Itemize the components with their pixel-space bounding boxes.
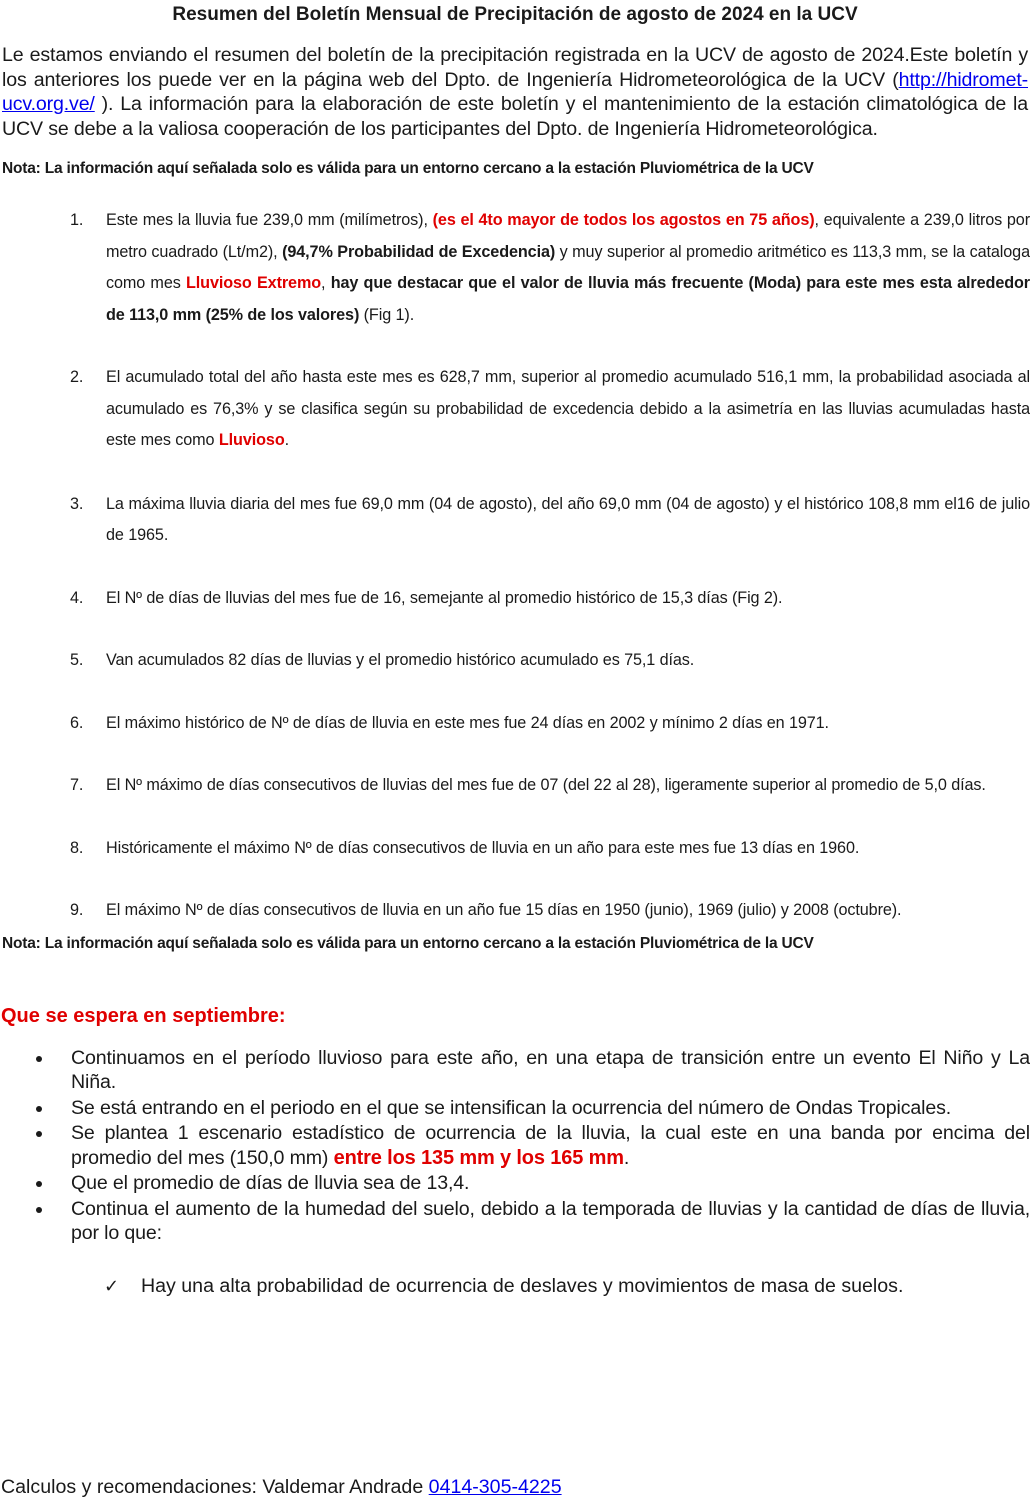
- intro-text-after-link: ). La información para la elaboración de este boletín y el mantenimiento de la estación climatológica de la UCV se debe a la valiosa cooperación de los participantes del Dpto. de Ingeniería Hidrometeorológica.: [2, 93, 1028, 140]
- validity-note: Nota: La información aquí señalada solo es válida para un entorno cercano a la estación Pluviométrica de la UCV: [2, 934, 814, 952]
- check-list-item: [0, 1274, 1030, 1299]
- list-item: [0, 362, 1030, 457]
- item-number: 9.: [70, 901, 84, 919]
- list-item: [0, 1171, 1030, 1196]
- item-text: Este mes la lluvia fue 239,0 mm (milímetros),: [106, 211, 433, 229]
- list-item: [0, 1046, 1030, 1095]
- list-item: [0, 1096, 1030, 1121]
- rain-range-highlight: entre los 135 mm y los 165 mm: [333, 1146, 624, 1169]
- bullet-text: Se plantea 1 escenario estadístico de ocurrencia de la lluvia, la cual este en una banda por encima del promedio del mes (150,0 mm): [71, 1122, 1030, 1169]
- september-bullet-list: [0, 1046, 1030, 1246]
- bullet-dot-icon: [36, 1131, 42, 1137]
- bullet-dot-icon: [36, 1056, 42, 1062]
- list-item: [0, 833, 1030, 865]
- item-number: 7.: [70, 776, 84, 794]
- list-item: [0, 708, 1030, 740]
- list-item: [0, 770, 1030, 802]
- item-text: , equivalente a 239,0 litros por metro cuadrado (Lt/m2),: [106, 211, 1030, 261]
- item-number: 3.: [70, 494, 84, 513]
- bullet-dot-icon: [36, 1181, 42, 1187]
- intro-paragraph: [2, 43, 1028, 141]
- item-number: 8.: [70, 838, 84, 857]
- category-badge: Lluvioso: [218, 431, 285, 449]
- website-link[interactable]: http://hidromet-ucv.org.ve/: [2, 68, 1028, 115]
- item-text: Históricamente el máximo Nº de días consecutivos de lluvia en un año para este mes fue 13 días en 1960.: [106, 838, 860, 857]
- item-text: (Fig 1).: [359, 305, 415, 324]
- check-item-text: Hay una alta probabilidad de ocurrencia de deslaves y movimientos de masa de suelos.: [141, 1274, 904, 1297]
- bullet-text: Continua el aumento de la humedad del suelo, debido a la temporada de lluvias y la cantidad de días de lluvia, por lo que:: [71, 1197, 1030, 1244]
- highlight-mode: hay que destacar que el valor de lluvia más frecuente (Moda) para este mes esta alrededor de 113,0 mm (25% de los valores): [106, 274, 1030, 324]
- bullet-dot-icon: [36, 1106, 42, 1112]
- item-number: 4.: [70, 588, 84, 607]
- list-item: [0, 645, 1030, 677]
- footer-credits: [1, 1475, 562, 1500]
- list-item: [0, 895, 1030, 927]
- item-text: y muy superior al promedio aritmético es 113,3 mm, se la cataloga como mes: [106, 242, 1030, 292]
- list-item: [0, 1121, 1030, 1170]
- page-title: Resumen del Boletín Mensual de Precipitación de agosto de 2024 en la UCV: [172, 4, 858, 25]
- item-text: El acumulado total del año hasta este mes es 628,7 mm, superior al promedio acumulado 516,1 mm, la probabilidad asociada al acumulado es 76,3% y se clasifica según su probabilidad de excedencia debido a la asimetría en las lluvias acumuladas hasta este mes como: [106, 368, 1030, 449]
- september-heading: Que se espera en septiembre:: [1, 1004, 286, 1027]
- item-number: 1.: [70, 211, 84, 229]
- footer-text: Calculos y recomendaciones: Valdemar Andrade: [1, 1476, 429, 1498]
- list-item: [0, 489, 1030, 552]
- intro-text-before-link: Le estamos enviando el resumen del boletín de la precipitación registrada en la UCV de agosto de 2024.Este boletín y los anteriores los puede ver en la página web del Dpto. de Ingeniería Hidrometeorológica de la UCV (: [2, 44, 1028, 91]
- phone-link[interactable]: 0414-305-4225: [428, 1476, 562, 1498]
- list-item: [0, 205, 1030, 331]
- item-number: 6.: [70, 713, 84, 732]
- item-text: ,: [321, 274, 331, 292]
- item-text: .: [284, 431, 290, 449]
- item-number: 2.: [70, 368, 84, 386]
- item-number: 5.: [70, 651, 84, 669]
- item-text: El máximo histórico de Nº de días de lluvia en este mes fue 24 días en 2002 y mínimo 2 días en 1971.: [106, 713, 829, 732]
- bullet-dot-icon: [36, 1207, 42, 1213]
- bulletin-items-list: [0, 205, 1030, 927]
- item-text: El Nº de días de lluvias del mes fue de 16, semejante al promedio histórico de 15,3 días (Fig 2).: [106, 588, 783, 607]
- validity-note: Nota: La información aquí señalada solo es válida para un entorno cercano a la estación Pluviométrica de la UCV: [2, 160, 814, 177]
- item-text: El máximo Nº de días consecutivos de lluvia en un año fue 15 días en 1950 (junio), 1969 (julio) y 2008 (octubre).: [106, 901, 902, 919]
- bullet-text: Que el promedio de días de lluvia sea de 13,4.: [71, 1172, 470, 1194]
- bullet-text: Se está entrando en el periodo en el que se intensifican la ocurrencia del número de Ondas Tropicales.: [71, 1096, 952, 1119]
- item-text: El Nº máximo de días consecutivos de lluvias del mes fue de 07 (del 22 al 28), ligeramente superior al promedio de 5,0 días.: [106, 776, 986, 794]
- highlight-probability: (94,7% Probabilidad de Excedencia): [282, 242, 556, 261]
- category-badge: Lluvioso Extremo: [185, 274, 322, 292]
- item-text: Van acumulados 82 días de lluvias y el promedio histórico acumulado es 75,1 días.: [106, 651, 695, 669]
- item-text: La máxima lluvia diaria del mes fue 69,0 mm (04 de agosto), del año 69,0 mm (04 de agosto) y el histórico 108,8 mm el16 de julio de 1965.: [106, 494, 1030, 544]
- checkmark-icon: ✓: [104, 1275, 120, 1296]
- list-item: [0, 1197, 1030, 1246]
- bullet-text: Continuamos en el período lluvioso para este año, en una etapa de transición entre un evento El Niño y La Niña.: [71, 1046, 1030, 1093]
- bullet-text: .: [623, 1146, 630, 1169]
- highlight-rank: (es el 4to mayor de todos los agostos en 75 años): [432, 211, 815, 229]
- list-item: [0, 583, 1030, 615]
